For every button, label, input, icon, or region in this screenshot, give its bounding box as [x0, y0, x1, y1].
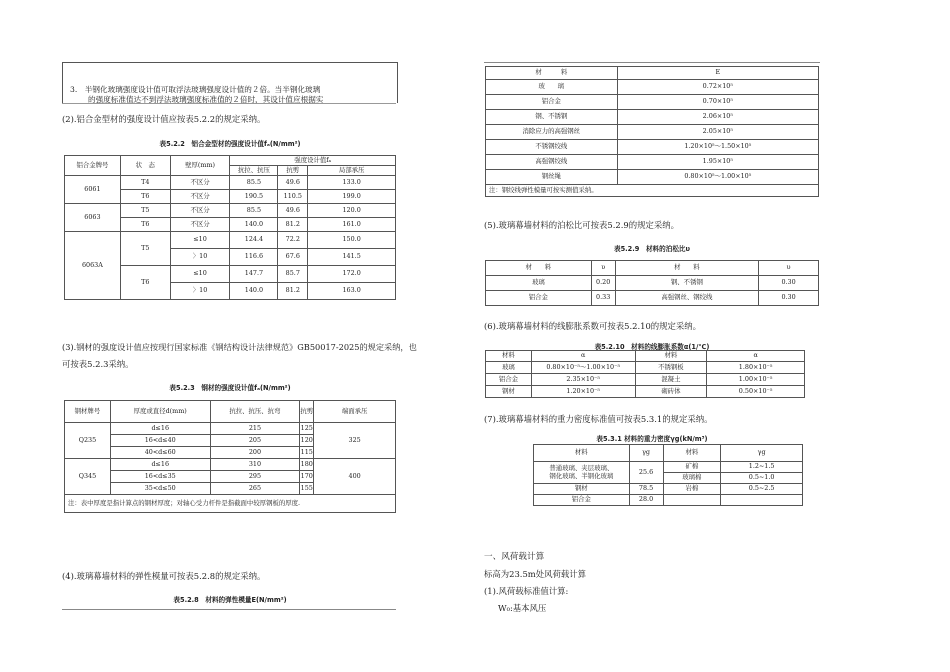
para-expansion: (6).玻璃幕墙材料的线膨胀系数可按表5.2.10的规定采纳。	[484, 321, 702, 331]
table-row	[65, 204, 396, 218]
table-cell: υ	[759, 261, 819, 276]
table-cell: 85.5	[230, 204, 278, 218]
table-cell: 2.05×10⁵	[617, 125, 818, 140]
para-poisson: (5).玻璃幕墙材料的泊松比可按表5.2.9的规定采纳。	[484, 220, 679, 230]
table-cell: 岩棉	[663, 484, 721, 495]
table-cell: α	[531, 351, 635, 362]
table-cell: 0.50×10⁻⁵	[707, 386, 805, 398]
table-header-row	[486, 185, 819, 197]
header-design-strength: 强度设计值fₐ	[230, 156, 396, 166]
table-cell: 0.30	[759, 276, 819, 291]
table-cell: 混凝土	[635, 374, 707, 386]
table-cell: T6	[120, 218, 170, 232]
header-modulus: E	[617, 67, 818, 80]
table-cell: 140.0	[230, 218, 278, 232]
table-cell: 铝合金	[486, 95, 618, 110]
para-steel-line-2: 可按表5.2.3采纳。	[62, 359, 134, 369]
table-row	[534, 484, 803, 495]
table-cell: 400	[314, 459, 396, 495]
table-5-2-8	[485, 66, 819, 197]
table-cell: 205	[210, 435, 300, 447]
table-cell: 0.80×10⁵～1.00×10⁵	[617, 170, 818, 185]
cell-text-line: 普通玻璃、夹层玻璃、	[549, 464, 614, 473]
table-cell: Q345	[65, 459, 111, 495]
wind-line-elevation: 标高为23.5m处风荷载计算	[484, 569, 586, 579]
table-row	[486, 170, 819, 185]
table-cell: 0.5~1.0	[721, 473, 803, 484]
table-cell: 78.5	[629, 484, 663, 495]
table-5-3-1	[533, 444, 803, 506]
header-shear: 抗剪	[300, 401, 314, 423]
table-cell: 1.95×10⁵	[617, 155, 818, 170]
cell-text-line: 钢化玻璃、半钢化玻璃	[549, 471, 614, 480]
table-cell: d≤16	[110, 423, 210, 435]
table-cell: 高强钢绞线	[486, 155, 618, 170]
table-row	[65, 459, 396, 471]
table-cell: 125	[300, 423, 314, 435]
table-cell: 161.0	[308, 218, 396, 232]
table-cell: 140.0	[230, 283, 278, 300]
table-cell: 铝合金	[534, 495, 630, 506]
table-row	[486, 80, 819, 95]
table-cell: 120.0	[308, 204, 396, 218]
table-row	[534, 495, 803, 506]
table-header-row	[534, 445, 803, 462]
caption-table-5-2-9: 表5.2.9 材料的泊松比υ	[614, 245, 690, 253]
para-steel-line-1: (3).钢材的强度设计值应按现行国家标准《钢结构设计法律规范》GB50017-2025的规定采纳，也	[62, 342, 417, 352]
table-cell: 141.5	[308, 249, 396, 266]
table-row	[486, 362, 805, 374]
table-cell: 199.0	[308, 190, 396, 204]
table-row	[486, 291, 819, 306]
table-cell: 170	[300, 471, 314, 483]
caption-table-5-3-1: 表5.3.1 材料的重力密度γg(kN/m³)	[596, 435, 708, 443]
table-cell: Q235	[65, 423, 111, 459]
table-row	[486, 110, 819, 125]
table-cell: 玻璃	[486, 276, 592, 291]
table-cell: 147.7	[230, 266, 278, 283]
table-cell: 2.06×10⁵	[617, 110, 818, 125]
table-row	[486, 125, 819, 140]
table-header-row	[486, 261, 819, 276]
table-5-2-3	[64, 400, 396, 513]
note-line-2: 的强度标准值达不到浮法玻璃强度标准值的２倍时，其设计值应根据实	[88, 95, 324, 104]
table-cell: 1.20×10⁵～1.50×10⁵	[617, 140, 818, 155]
table-cell: 不区分	[170, 218, 230, 232]
caption-table-5-2-10: 表5.2.10 材料的线膨胀系数α(1/℃)	[594, 343, 710, 351]
table-cell: 钢材	[534, 484, 630, 495]
table-cell: 110.5	[278, 190, 308, 204]
table-cell: 材料	[534, 445, 630, 462]
table-cell: 115	[300, 447, 314, 459]
table-cell: 材料	[635, 351, 707, 362]
table-cell: 25.6	[629, 462, 663, 484]
table-cell: 155	[300, 483, 314, 495]
table-cell: T4	[120, 176, 170, 190]
table-cell: ≤10	[170, 266, 230, 283]
table-cell: 16<d≤35	[110, 471, 210, 483]
table-cell: 81.2	[278, 283, 308, 300]
table-cell: 材 料	[615, 261, 759, 276]
caption-table-5-2-2: 表5.2.2 铝合金型材的强度设计值fₐ(N/mm²)	[159, 140, 301, 148]
table-row	[486, 386, 805, 398]
table-cell: 310	[210, 459, 300, 471]
table-header-row	[486, 351, 805, 362]
table-note: 注：表中厚度是指计算点的钢材厚度；对轴心受力杆件是指截面中较厚钢板的厚度.	[65, 495, 396, 513]
table-row	[65, 232, 396, 249]
table-cell: 85.5	[230, 176, 278, 190]
cell-grade: 6063	[65, 204, 121, 232]
table-cell: 49.6	[278, 204, 308, 218]
table-row	[486, 140, 819, 155]
table-cell: 16<d≤40	[110, 435, 210, 447]
note-line-1: 3. 半钢化玻璃强度设计值可取浮法玻璃强度设计值的２倍。当半钢化玻璃	[70, 85, 321, 94]
table-cell: 72.2	[278, 232, 308, 249]
table-cell: 28.0	[629, 495, 663, 506]
table-cell: 消除应力的高强钢丝	[486, 125, 618, 140]
table-cell: 0.72×10⁵	[617, 80, 818, 95]
table-cell: 1.00×10⁻⁵	[707, 374, 805, 386]
table-5-2-9	[485, 260, 819, 306]
table-cell: 124.4	[230, 232, 278, 249]
table-cell: 不区分	[170, 190, 230, 204]
table-cell: 不锈钢板	[635, 362, 707, 374]
table-cell: 〉10	[170, 249, 230, 266]
table-header-row	[65, 156, 396, 166]
table-cell: 265	[210, 483, 300, 495]
page-bottom-rule-left	[62, 609, 396, 610]
table-cell: 295	[210, 471, 300, 483]
table-cell: 0.70×10⁵	[617, 95, 818, 110]
header-tension: 抗拉、抗压	[230, 166, 278, 176]
table-cell: 1.2~1.5	[721, 462, 803, 473]
table-cell	[663, 495, 721, 506]
table-cell: d≤16	[110, 459, 210, 471]
table-cell: 材料	[663, 445, 721, 462]
table-cell: 高强钢丝、钢绞线	[615, 291, 759, 306]
header-steel-grade: 钢材牌号	[65, 401, 111, 423]
caption-table-5-2-8: 表5.2.8 材料的弹性模量E(N/mm²)	[173, 596, 287, 604]
table-cell: 116.6	[230, 249, 278, 266]
table-cell: α	[707, 351, 805, 362]
cell-glass-types	[534, 462, 630, 484]
table-cell: 不区分	[170, 176, 230, 190]
table-cell: 0.5~2.5	[721, 484, 803, 495]
table-cell: 钢材	[486, 386, 532, 398]
table-cell: 1.80×10⁻⁵	[707, 362, 805, 374]
header-state: 状 态	[120, 156, 170, 176]
table-cell: 钢、不锈钢	[615, 276, 759, 291]
table-cell: 玻 璃	[486, 80, 618, 95]
table-header-row	[65, 401, 396, 423]
table-cell: 0.20	[591, 276, 615, 291]
section-title-wind-load: 一、风荷载计算	[484, 552, 545, 562]
table-row	[65, 176, 396, 190]
table-cell: 172.0	[308, 266, 396, 283]
table-header-row	[486, 67, 819, 80]
table-cell: 材料	[486, 351, 532, 362]
table-row	[65, 423, 396, 435]
table-cell: 85.7	[278, 266, 308, 283]
cell-grade: 6063A	[65, 232, 121, 300]
table-row	[486, 374, 805, 386]
header-thickness: 厚度或直径d(mm)	[110, 401, 210, 423]
table-cell: 200	[210, 447, 300, 459]
page-top-rule-right	[484, 62, 820, 63]
header-bearing: 端面承压	[314, 401, 396, 423]
table-cell: 铝合金	[486, 374, 532, 386]
table-cell: ≤10	[170, 232, 230, 249]
table-cell: T5	[120, 232, 170, 266]
header-alloy-grade: 铝合金牌号	[65, 156, 121, 176]
table-cell: 190.5	[230, 190, 278, 204]
table-note: 注：钢绞线弹性模量可按实测值采纳。	[486, 185, 819, 197]
table-cell: 玻璃棉	[663, 473, 721, 484]
table-cell: 钢、不锈钢	[486, 110, 618, 125]
table-cell: γg	[629, 445, 663, 462]
table-cell: 133.0	[308, 176, 396, 190]
wind-line-basic-pressure: W₀:基本风压	[498, 603, 547, 613]
caption-table-5-2-3: 表5.2.3 钢材的强度设计值fₐ(N/mm²)	[169, 384, 291, 392]
table-cell: 2.35×10⁻⁵	[531, 374, 635, 386]
para-elastic-modulus: (4).玻璃幕墙材料的弹性模量可按表5.2.8的规定采纳。	[62, 571, 266, 581]
table-cell: 玻璃	[486, 362, 532, 374]
table-cell	[721, 495, 803, 506]
table-cell: 150.0	[308, 232, 396, 249]
header-wall-thickness: 壁厚(mm)	[170, 156, 230, 176]
table-5-2-2	[64, 155, 396, 300]
table-cell: 不锈钢绞线	[486, 140, 618, 155]
table-cell: T5	[120, 204, 170, 218]
cell-grade: 6061	[65, 176, 121, 204]
table-cell: T6	[120, 266, 170, 300]
table-cell: 不区分	[170, 204, 230, 218]
table-cell: 40<d≤60	[110, 447, 210, 459]
table-cell: 0.30	[759, 291, 819, 306]
table-cell: 砌砖体	[635, 386, 707, 398]
header-tension: 抗拉、抗压、抗弯	[210, 401, 300, 423]
table-cell: υ	[591, 261, 615, 276]
table-row	[486, 276, 819, 291]
para-aluminum: (2).铝合金型材的强度设计值应按表5.2.2的规定采纳。	[62, 114, 266, 124]
table-cell: 0.80×10⁻⁵～1.00×10⁻⁵	[531, 362, 635, 374]
table-cell: 81.2	[278, 218, 308, 232]
table-cell: 钢丝绳	[486, 170, 618, 185]
table-cell: 120	[300, 435, 314, 447]
wind-line-standard: (1).风荷载标准值计算:	[484, 586, 569, 596]
table-cell: 215	[210, 423, 300, 435]
table-cell: 35<d≤50	[110, 483, 210, 495]
table-cell: 1.20×10⁻⁵	[531, 386, 635, 398]
table-cell: 325	[314, 423, 396, 459]
table-cell: 铝合金	[486, 291, 592, 306]
table-row	[486, 155, 819, 170]
table-row	[486, 95, 819, 110]
header-bearing: 局部承压	[308, 166, 396, 176]
table-cell: 〉10	[170, 283, 230, 300]
table-cell: 67.6	[278, 249, 308, 266]
header-shear: 抗剪	[278, 166, 308, 176]
table-cell: T6	[120, 190, 170, 204]
table-header-row	[65, 495, 396, 513]
table-cell: 180	[300, 459, 314, 471]
table-cell: 49.6	[278, 176, 308, 190]
para-density: (7).玻璃幕墙材料的重力密度标准值可按表5.3.1的规定采纳。	[484, 414, 713, 424]
table-cell: 矿棉	[663, 462, 721, 473]
note-box-bottom	[62, 103, 396, 104]
table-cell: γg	[721, 445, 803, 462]
table-row	[534, 462, 803, 473]
table-cell: 163.0	[308, 283, 396, 300]
table-cell: 0.33	[591, 291, 615, 306]
table-5-2-10	[485, 350, 805, 398]
header-material: 材 料	[486, 67, 618, 80]
table-cell: 材 料	[486, 261, 592, 276]
